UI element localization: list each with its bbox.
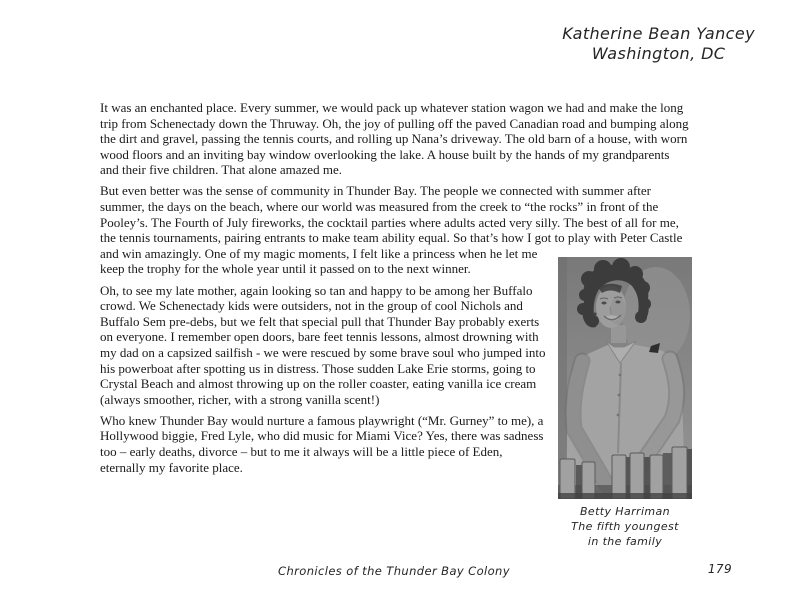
- paragraph-2: But even better was the sense of community in Thunder Bay. The people we connected with summer after summer, the days on the beach, where our world was measured from the creek to “the rocks” in front of the Pooley’s. The Fourth of July fireworks, the cocktail parties where adults acted very silly. The best of all for me, the tennis tournaments, pairing entrants to make team ability equal. So that’s how I got to play with Peter Castle and win amazingly. One of my magic moments, I felt like a princess when he let me keep the trophy for the whole year until it passed on to the next winner.: [100, 183, 683, 277]
- footer-book-title: Chronicles of the Thunder Bay Colony: [278, 564, 510, 578]
- body-text: [100, 100, 692, 553]
- portrait-photo-illustration: [558, 257, 692, 499]
- photo-caption-line1: Betty Harriman: [579, 505, 671, 518]
- photo-caption-line3: in the family: [587, 535, 663, 548]
- photo-caption: [558, 504, 692, 549]
- paragraph-3: Oh, to see my late mother, again looking so tan and happy to be among her Buffalo crowd. We Schenectady kids were outsiders, not in the group of cool Nichols and Buffalo Sem pre-debs, but we felt that special pull that Thunder Bay probably exerts on everyone. I remember open doors, bare feet tennis lessons, almost drowning with my dad on a capsized sailfish - we were rescued by some brave soul who jumped into his powerboat after spotting us in distress. Those sudden Lake Erie storms, going to Crystal Beach and almost throwing up on the roller coaster, eating vanilla ice cream (always smoother, richer, with a strong vanilla scent!): [100, 282, 546, 407]
- photo-caption-line2: The fifth youngest: [571, 520, 679, 533]
- page-number: 179: [707, 562, 732, 576]
- paragraph-1: It was an enchanted place. Every summer, we would pack up whatever station wagon we had and make the long trip from Schenectady down the Thruway. Oh, the joy of pulling off the paved Canadian road and bumping along the dirt and gravel, passing the tennis courts, and rolling up Nana’s driveway. The old barn of a house, with worn wood floors and an inviting bay window overlooking the lake. A house built by the hands of my grandparents and their five children. That alone amazed me.: [100, 100, 689, 178]
- betty-harriman-photo: [558, 257, 692, 499]
- film-grain: [558, 257, 692, 499]
- paragraph-4: Who knew Thunder Bay would nurture a famous playwright (“Mr. Gurney” to me), a Hollywood biggie, Fred Lyle, who did music for Miami Vice? Yes, there was sadness too – early deaths, divorce – but to me it always will be a little piece of Eden, eternally my favorite place.: [100, 412, 544, 475]
- author-block: [562, 24, 755, 64]
- photo-figure: [558, 257, 692, 549]
- photo-spacer: [691, 100, 692, 257]
- author-location: Washington, DC: [591, 44, 726, 63]
- author-name: Katherine Bean Yancey: [562, 24, 755, 43]
